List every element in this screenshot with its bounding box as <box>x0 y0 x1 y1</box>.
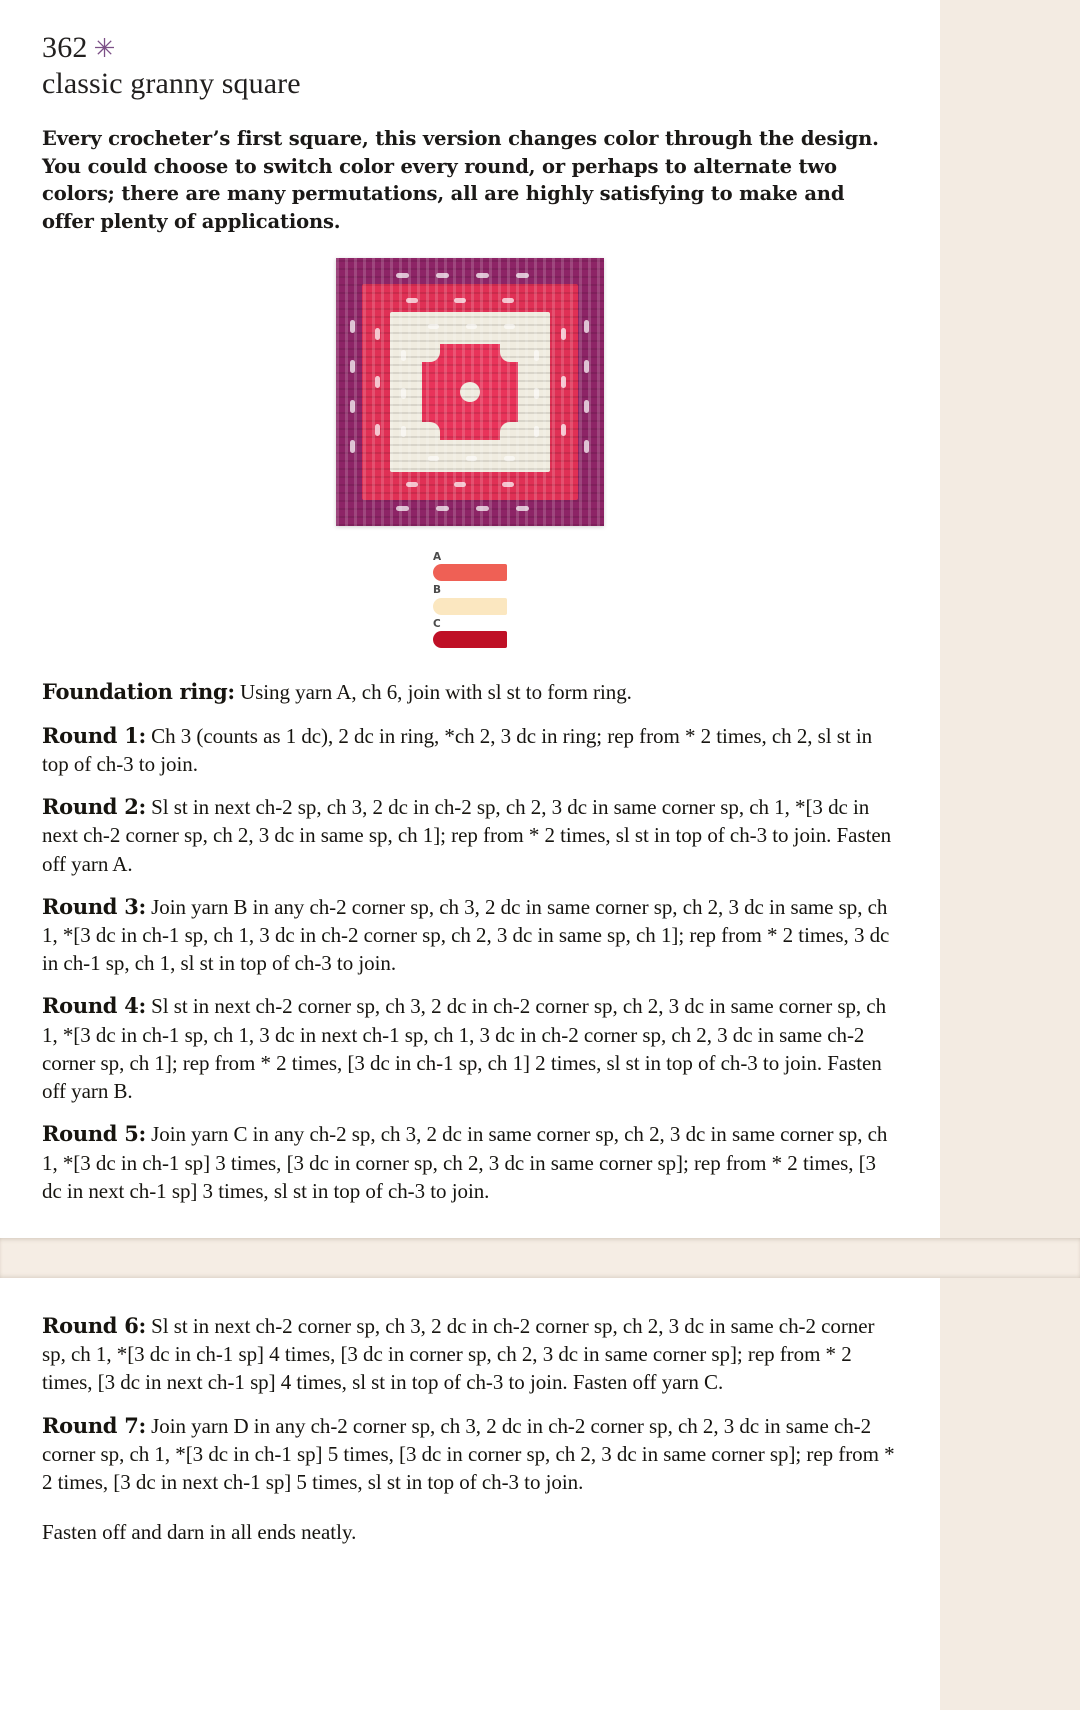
instruction-round-1 <box>42 722 898 778</box>
page-sheet-bottom <box>0 1278 940 1710</box>
instruction-closing-note: Fasten off and darn in all ends neatly. <box>42 1520 357 1545</box>
swatch-photo-container <box>42 258 898 526</box>
instruction-label: Round 6: <box>42 1313 146 1338</box>
pattern-intro-text: Every crocheter’s first square, this version changes color through the design. You could choose to switch color every round, or perhaps to alternate two colors; there are many permutations, all are highly satisfying to make and offer plenty of applications. <box>42 126 879 234</box>
instruction-text: Using yarn A, ch 6, join with sl st to form ring. <box>234 680 632 705</box>
instruction-text: Join yarn B in any ch-2 corner sp, ch 3, 2 dc in same corner sp, ch 2, 3 dc in same sp, ch 1, *[3 dc in ch-1 sp, ch 1, 3 dc in ch-2 corner sp, ch 2, 3 dc in same sp, ch 1]; rep from * 2 times, 3 dc in ch-1 sp, ch 1, sl st in top of ch-3 to join. <box>42 894 890 976</box>
pattern-header <box>42 0 898 103</box>
yarn-label-c: C <box>433 617 441 630</box>
yarn-key-row <box>433 619 507 649</box>
instructions-bottom <box>42 1278 898 1547</box>
instruction-text: Join yarn D in any ch-2 corner sp, ch 3, 2 dc in ch-2 corner sp, ch 2, 3 dc in same ch-2 corner sp, ch 1, *[3 dc in ch-1 sp] 5 times, [3 dc in corner sp, ch 2, 3 dc in same corner sp]; rep from * 2 times, [3 dc in next ch-1 sp] 5 times, sl st in top of ch-3 to join. <box>42 1413 895 1495</box>
asterisk-icon: ✳ <box>93 34 116 63</box>
yarn-swatch-a <box>433 564 507 581</box>
page-right-margin-bottom <box>940 1278 1080 1710</box>
instruction-label: Round 5: <box>42 1121 146 1147</box>
granny-square-swatch-image <box>336 258 604 526</box>
instruction-text: Join yarn C in any ch-2 sp, ch 3, 2 dc in same corner sp, ch 2, 3 dc in same corner sp, ch 1, *[3 dc in ch-1 sp] 3 times, [3 dc in corner sp, ch 2, 3 dc in same corner sp]; rep from * 2 times, [3 dc in next ch-1 sp] 3 times, sl st in top of ch-3 to join. <box>42 1122 888 1203</box>
instruction-text: Ch 3 (counts as 1 dc), 2 dc in ring, *ch 2, 3 dc in ring; rep from * 2 times, ch 2, sl st in top of ch-3 to join. <box>42 723 873 776</box>
yarn-key-row <box>433 552 507 582</box>
instruction-text: Sl st in next ch-2 sp, ch 3, 2 dc in ch-2 sp, ch 2, 3 dc in same corner sp, ch 1, *[3 dc in next ch-2 corner sp, ch 2, 3 dc in same sp, ch 1]; rep from * 2 times, sl st in top of ch-3 to join. Fasten off yarn A. <box>42 795 892 876</box>
swatch-inner-corner-bl <box>422 422 440 440</box>
instruction-round-7 <box>42 1412 898 1497</box>
instruction-label: Round 2: <box>42 794 146 820</box>
instruction-text: Sl st in next ch-2 corner sp, ch 3, 2 dc in ch-2 corner sp, ch 2, 3 dc in same ch-2 corner sp, ch 1, *[3 dc in ch-1 sp] 4 times, [3 dc in corner sp, ch 2, 3 dc in same corner sp]; rep from * 2 times, [3 dc in next ch-1 sp] 4 times, sl st in top of ch-3 to join. Fasten off yarn C. <box>42 1314 875 1395</box>
pattern-number: 362 <box>42 31 88 64</box>
instruction-label: Round 7: <box>42 1412 146 1438</box>
instruction-round-3 <box>42 893 898 978</box>
instruction-round-5 <box>42 1120 898 1205</box>
yarn-swatch-c <box>433 631 507 648</box>
yarn-color-key <box>42 552 898 653</box>
instruction-round-2 <box>42 793 898 878</box>
instruction-label: Foundation ring: <box>42 679 235 705</box>
instruction-label: Round 1: <box>42 722 146 748</box>
pattern-number-row <box>42 32 898 64</box>
yarn-swatch-b <box>433 598 507 615</box>
swatch-inner-corner-br <box>500 422 518 440</box>
yarn-label-a: A <box>433 550 442 563</box>
instruction-label: Round 4: <box>42 993 146 1019</box>
instruction-text: Sl st in next ch-2 corner sp, ch 3, 2 dc in ch-2 corner sp, ch 2, 3 dc in same corner sp, ch 1, *[3 dc in ch-1 sp, ch 1, 3 dc in next ch-1 sp, ch 1, 3 dc in ch-2 corner sp, ch 2, 3 dc in same ch-2 corner sp, ch 1]; rep from * 2 times, [3 dc in ch-1 sp, ch 1] 2 times, sl st in top of ch-3 to join. Fasten off yarn B. <box>42 994 887 1104</box>
instructions-top <box>42 678 898 1205</box>
yarn-label-b: B <box>433 584 442 597</box>
instruction-round-4 <box>42 992 898 1105</box>
yarn-key-row <box>433 585 507 615</box>
page-right-margin-top <box>940 0 1080 1238</box>
swatch-inner-corner-tr <box>500 344 518 362</box>
instruction-label: Round 3: <box>42 893 146 919</box>
swatch-center-ring <box>460 382 480 402</box>
instruction-round-6 <box>42 1312 898 1397</box>
page-title: classic granny square <box>42 67 301 101</box>
instruction-foundation-ring <box>42 678 898 706</box>
page-break-gap <box>0 1238 1080 1278</box>
